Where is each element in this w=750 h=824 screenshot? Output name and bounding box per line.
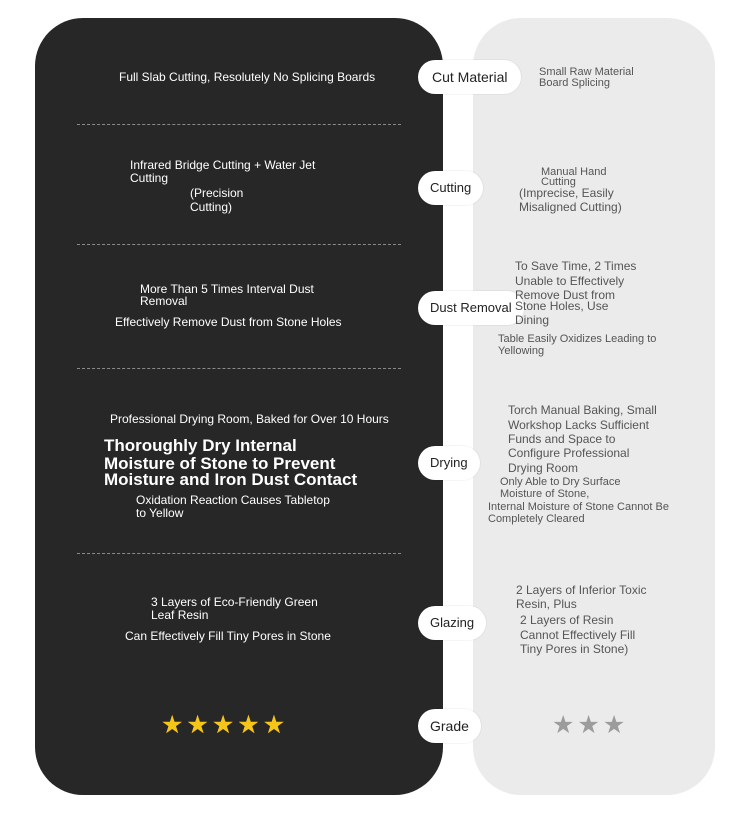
inferior-text: Drying Room (508, 461, 579, 475)
inferior-text: Internal Moisture of Stone Cannot Be (488, 501, 669, 513)
premium-text: Cutting) (190, 200, 233, 214)
category-label-dust-removal: Dust Removal (418, 291, 524, 325)
inferior-text: Unable to Effectively (515, 274, 625, 288)
inferior-text: Stone Holes, Use (515, 299, 609, 313)
inferior-text: Cutting (541, 176, 576, 188)
inferior-text: Completely Cleared (488, 513, 585, 525)
inferior-text: To Save Time, 2 Times (515, 259, 637, 273)
inferior-text: Dining (515, 313, 550, 327)
row-divider (77, 553, 401, 554)
inferior-text: Table Easily Oxidizes Leading to (498, 333, 657, 345)
star-icon: ★ (237, 710, 260, 739)
premium-text: Oxidation Reaction Causes Tabletop (136, 493, 330, 507)
inferior-text: Moisture of Stone, (500, 488, 590, 500)
premium-highlight-text: Moisture of Stone to Prevent (104, 454, 336, 473)
premium-highlight-text: Thoroughly Dry Internal (104, 436, 297, 455)
inferior-text: 2 Layers of Resin (520, 613, 614, 627)
inferior-text: (Imprecise, Easily (519, 186, 614, 200)
category-label-glazing: Glazing (418, 606, 486, 640)
row-divider (77, 368, 401, 369)
inferior-text: Resin, Plus (516, 597, 577, 611)
premium-text: Removal (140, 294, 188, 308)
inferior-text: Manual Hand (541, 166, 607, 178)
star-icon: ★ (552, 710, 575, 739)
inferior-text: Small Raw Material (539, 66, 634, 78)
row-divider (77, 244, 401, 245)
premium-text: to Yellow (136, 506, 184, 520)
premium-text: Can Effectively Fill Tiny Pores in Stone (125, 629, 331, 643)
inferior-rating (552, 712, 625, 737)
premium-text: Cutting (130, 171, 169, 185)
inferior-text: Funds and Space to (508, 432, 616, 446)
premium-text: Professional Drying Room, Baked for Over 10 Hours (110, 412, 389, 426)
star-icon: ★ (161, 710, 184, 739)
inferior-text: Cannot Effectively Fill (520, 628, 636, 642)
category-label-cutting: Cutting (418, 171, 483, 205)
premium-text: Full Slab Cutting, Resolutely No Splicing Boards (119, 70, 376, 84)
star-icon: ★ (577, 710, 600, 739)
inferior-text: Remove Dust from (515, 288, 616, 302)
premium-text: Effectively Remove Dust from Stone Holes (115, 315, 342, 329)
premium-panel (35, 18, 443, 795)
star-icon: ★ (211, 710, 235, 739)
star-icon: ★ (186, 710, 209, 739)
premium-rating (161, 712, 285, 737)
premium-highlight-text: Moisture and Iron Dust Contact (104, 470, 358, 489)
premium-text: More Than 5 Times Interval Dust (140, 282, 314, 296)
row-divider (77, 124, 401, 125)
premium-text: Leaf Resin (151, 608, 209, 622)
inferior-text: Tiny Pores in Stone) (520, 642, 629, 656)
inferior-text: Misaligned Cutting) (519, 200, 622, 214)
inferior-text: Board Splicing (539, 77, 610, 89)
inferior-text: Yellowing (498, 345, 545, 357)
inferior-text: 2 Layers of Inferior Toxic (516, 583, 647, 597)
inferior-text: Configure Professional (508, 446, 630, 460)
star-icon: ★ (262, 710, 286, 739)
category-label-cut-material: Cut Material (418, 60, 521, 94)
star-icon: ★ (602, 710, 626, 739)
inferior-text: Torch Manual Baking, Small (508, 403, 657, 417)
premium-text: 3 Layers of Eco-Friendly Green (151, 595, 318, 609)
premium-text: (Precision (190, 186, 244, 200)
category-label-grade: Grade (418, 709, 481, 743)
inferior-text: Only Able to Dry Surface (500, 476, 621, 488)
category-label-drying: Drying (418, 446, 480, 480)
inferior-text: Workshop Lacks Sufficient (508, 418, 649, 432)
premium-text: Infrared Bridge Cutting + Water Jet (130, 158, 316, 172)
